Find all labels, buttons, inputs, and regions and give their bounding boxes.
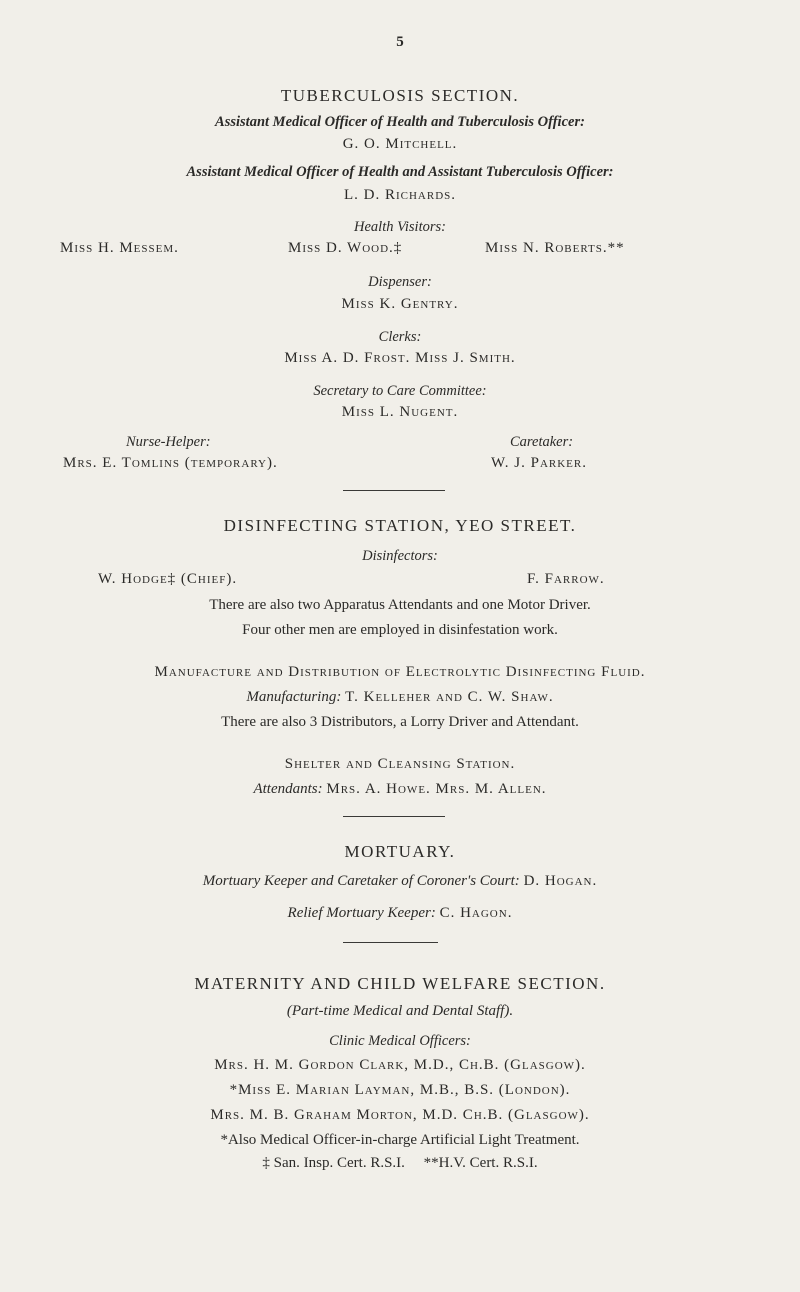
shelter-title: Shelter and Cleansing Station. [284, 756, 516, 772]
attendants-label: Attendants: [253, 781, 323, 797]
attendants-line [0, 781, 800, 798]
tb-section-title: TUBERCULOSIS SECTION. [280, 86, 520, 105]
maternity-subtitle: (Part-time Medical and Dental Staff). [286, 1003, 514, 1019]
disinfecting-line-1: There are also two Apparatus Attendants and one Motor Driver. [209, 597, 591, 613]
manufacturing-label: Manufacturing: [246, 689, 342, 705]
clinic-officer-1: Mrs. H. M. Gordon Clark, M.D., Ch.B. (Glasgow). [214, 1057, 586, 1073]
nurse-label: Nurse-Helper: [126, 434, 211, 450]
disinfectors-label: Disinfectors: [362, 548, 438, 564]
mortuary-title: MORTUARY. [344, 842, 456, 861]
secretary-name: Miss L. Nugent. [341, 404, 459, 420]
manufacture-line: There are also 3 Distributors, a Lorry Driver and Attendant. [221, 714, 579, 730]
clerks-names: Miss A. D. Frost. Miss J. Smith. [284, 350, 516, 366]
manufacturing-names: T. Kelleher and C. W. Shaw. [345, 689, 554, 705]
page-number: 5 [396, 34, 404, 50]
amo2-name: L. D. Richards. [343, 187, 457, 203]
nurse-name: Mrs. E. Tomlins (temporary). [63, 455, 278, 471]
secretary-label: Secretary to Care Committee: [313, 383, 487, 399]
footnote-2: ‡ San. Insp. Cert. R.S.I. **H.V. Cert. R.S.I. [262, 1155, 538, 1171]
section-divider [343, 816, 445, 817]
health-visitor-3: Miss N. Roberts.** [485, 240, 625, 256]
relief-keeper-label: Relief Mortuary Keeper: [287, 905, 436, 921]
amo-name: G. O. Mitchell. [342, 136, 458, 152]
amo2-title: Assistant Medical Officer of Health and Assistant Tuberculosis Officer: [186, 164, 614, 180]
amo-title: Assistant Medical Officer of Health and Tuberculosis Officer: [215, 114, 585, 130]
attendants-names: Mrs. A. Howe. Mrs. M. Allen. [326, 781, 547, 797]
section-divider [343, 490, 445, 491]
footnote-1: *Also Medical Officer-in-charge Artificial Light Treatment. [220, 1132, 580, 1148]
clinic-officer-3: Mrs. M. B. Graham Morton, M.D. Ch.B. (Glasgow). [210, 1107, 590, 1123]
mortuary-keeper-label: Mortuary Keeper and Caretaker of Coroner's Court: [202, 873, 520, 889]
disinfector-1: W. Hodge‡ (Chief). [98, 571, 238, 587]
clinic-officers-label: Clinic Medical Officers: [329, 1033, 471, 1049]
mortuary-keeper-name: D. Hogan. [523, 873, 598, 889]
caretaker-label: Caretaker: [510, 434, 574, 450]
relief-keeper-line [0, 905, 800, 922]
relief-keeper-name: C. Hagon. [439, 905, 513, 921]
disinfector-2: F. Farrow. [527, 571, 605, 587]
mortuary-keeper-line [0, 873, 800, 890]
manufacturing-line [0, 689, 800, 706]
health-visitor-1: Miss H. Messem. [60, 240, 179, 256]
disinfecting-line-2: Four other men are employed in disinfestation work. [242, 622, 558, 638]
health-visitor-2: Miss D. Wood.‡ [288, 240, 403, 256]
clerks-label: Clerks: [378, 329, 422, 345]
disinfecting-title: DISINFECTING STATION, YEO STREET. [223, 516, 577, 535]
clinic-officer-2: *Miss E. Marian Layman, M.B., B.S. (London). [229, 1082, 571, 1098]
dispenser-name: Miss K. Gentry. [341, 296, 459, 312]
section-divider [343, 942, 438, 943]
dispenser-label: Dispenser: [368, 274, 432, 290]
health-visitors-label: Health Visitors: [354, 219, 446, 235]
manufacture-title: Manufacture and Distribution of Electrolytic Disinfecting Fluid. [154, 664, 646, 680]
maternity-title: MATERNITY AND CHILD WELFARE SECTION. [194, 974, 606, 993]
caretaker-name: W. J. Parker. [491, 455, 587, 471]
